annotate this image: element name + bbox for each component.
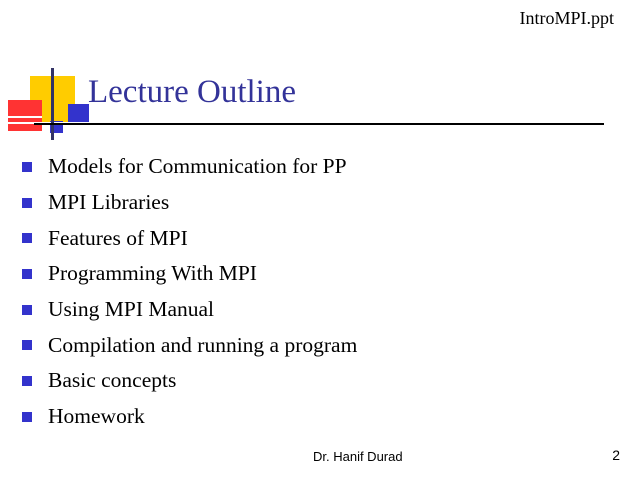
bullet-text: Basic concepts: [48, 368, 177, 393]
list-item: [22, 149, 357, 185]
list-item: [22, 292, 357, 328]
filename-label: IntroMPI.ppt: [519, 8, 614, 28]
bullet-text: Homework: [48, 404, 145, 429]
bullet-text: Features of MPI: [48, 225, 188, 250]
list-item: [22, 256, 357, 292]
square-bullet-icon: [22, 162, 32, 172]
slide-title: Lecture Outline: [88, 74, 296, 110]
list-item: [22, 220, 357, 256]
list-item: [22, 327, 357, 363]
list-item: [22, 363, 357, 399]
bullet-text: MPI Libraries: [48, 190, 170, 215]
footer-author: Dr. Hanif Durad: [313, 449, 403, 464]
title-divider: [34, 123, 604, 125]
bullet-text: Using MPI Manual: [48, 297, 215, 322]
square-bullet-icon: [22, 305, 32, 315]
square-bullet-icon: [22, 412, 32, 422]
square-bullet-icon: [22, 198, 32, 208]
square-bullet-icon: [22, 340, 32, 350]
square-bullet-icon: [22, 376, 32, 386]
square-bullet-icon: [22, 269, 32, 279]
bullet-text: Programming With MPI: [48, 261, 257, 286]
page-number: 2: [612, 447, 620, 463]
bullet-text: Compilation and running a program: [48, 332, 358, 357]
list-item: [22, 399, 357, 435]
bullet-list: [22, 149, 357, 435]
bullet-text: Models for Communication for PP: [48, 154, 347, 179]
list-item: [22, 185, 357, 221]
square-bullet-icon: [22, 233, 32, 243]
